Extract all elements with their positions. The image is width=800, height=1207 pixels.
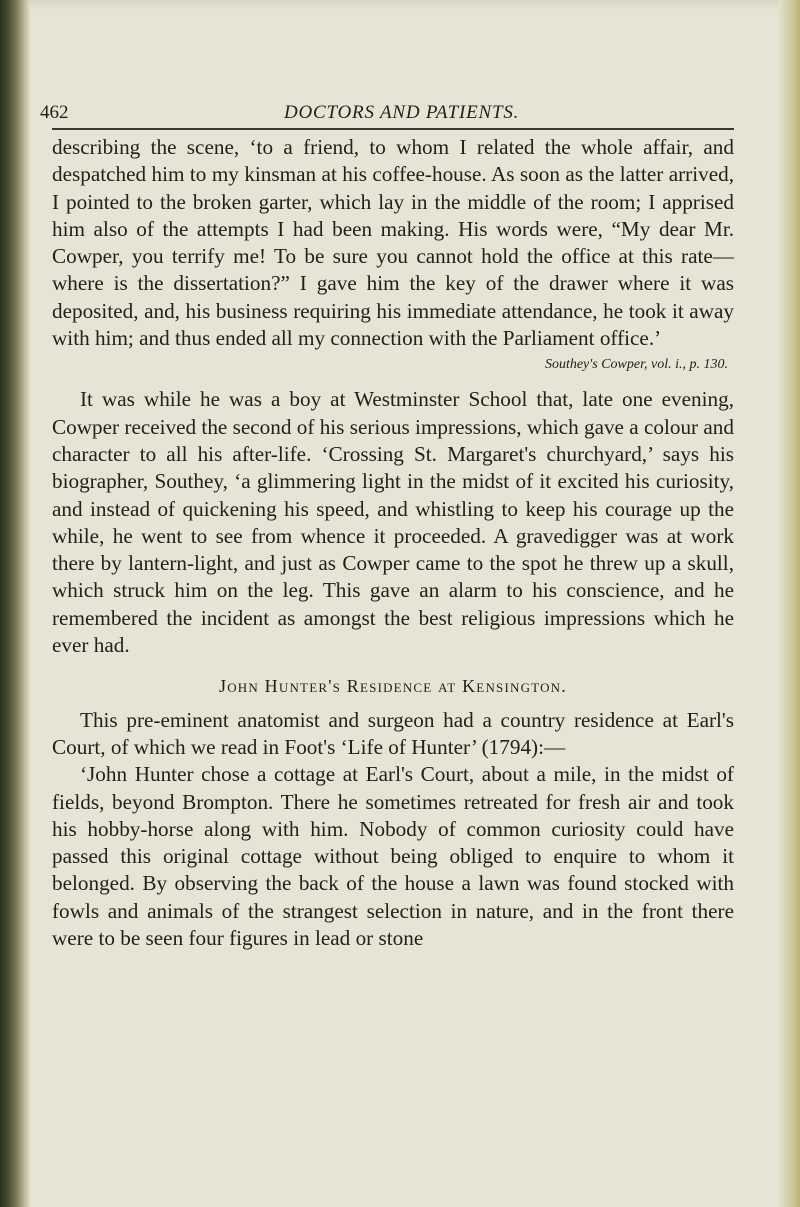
paragraph-1: describing the scene, ‘to a friend, to whom I related the whole affair, and despatched him to my kinsman at his coffee-house. As soon as the latter arrived, I pointed to the broken garter, which lay in the middle of the room; I apprised him also of the attempts I had been making. His words were, “My dear Mr. Cowper, you terrify me! To be sure you cannot hold the office at this rate—where is the dissertation?” I gave him the key of the drawer where it was deposited, and, his business requiring his immediate attendance, he took it away with him; and thus ended all my connection with the Parliament office.’ xyxy=(52,135,734,351)
paragraph-3: This pre-eminent anatomist and surgeon had a country residence at Earl's Court, of which we read in Foot's ‘Life of Hunter’ (1794):— xyxy=(52,707,734,759)
page-right-edge xyxy=(778,0,800,1207)
citation: Southey's Cowper, vol. i., p. 130. xyxy=(544,357,728,373)
page-top-shadow xyxy=(0,0,800,10)
header-rule xyxy=(52,128,734,130)
page-body xyxy=(52,134,734,952)
section-heading: John Hunter's Residence at Kensington. xyxy=(219,676,567,697)
page-number: 462 xyxy=(40,102,69,123)
paragraph-2: It was while he was a boy at Westminster School that, late one evening, Cowper received the second of his serious impressions, which gave a colour and character to all his after-life. ‘Crossing St. Margaret's churchyard,’ says his biographer, Southey, ‘a glimmering light in the midst of it excited his curiosity, and instead of quickening his speed, and whistling to keep his courage up the while, he went to see from whence it proceeded. A gravedigger was at work there by lantern-light, and just as Cowper came to the spot he threw up a skull, which struck him on the leg. This gave an alarm to his conscience, and he remembered the incident as amongst the best religious impressions which he ever had. xyxy=(52,387,734,658)
paragraph-4: ‘John Hunter chose a cottage at Earl's Court, about a mile, in the midst of fields, beyond Brompton. There he sometimes retreated for fresh air and took his hobby-horse along with him. Nobody of common curiosity could have passed this original cottage without being obliged to enquire to whom it belonged. By observing the back of the house a lawn was found stocked with fowls and animals of the strangest selection in nature, and in the front there were to be seen four figures in lead or stone xyxy=(52,762,734,951)
book-binding-edge xyxy=(0,0,30,1207)
running-head: DOCTORS AND PATIENTS. xyxy=(284,102,520,123)
